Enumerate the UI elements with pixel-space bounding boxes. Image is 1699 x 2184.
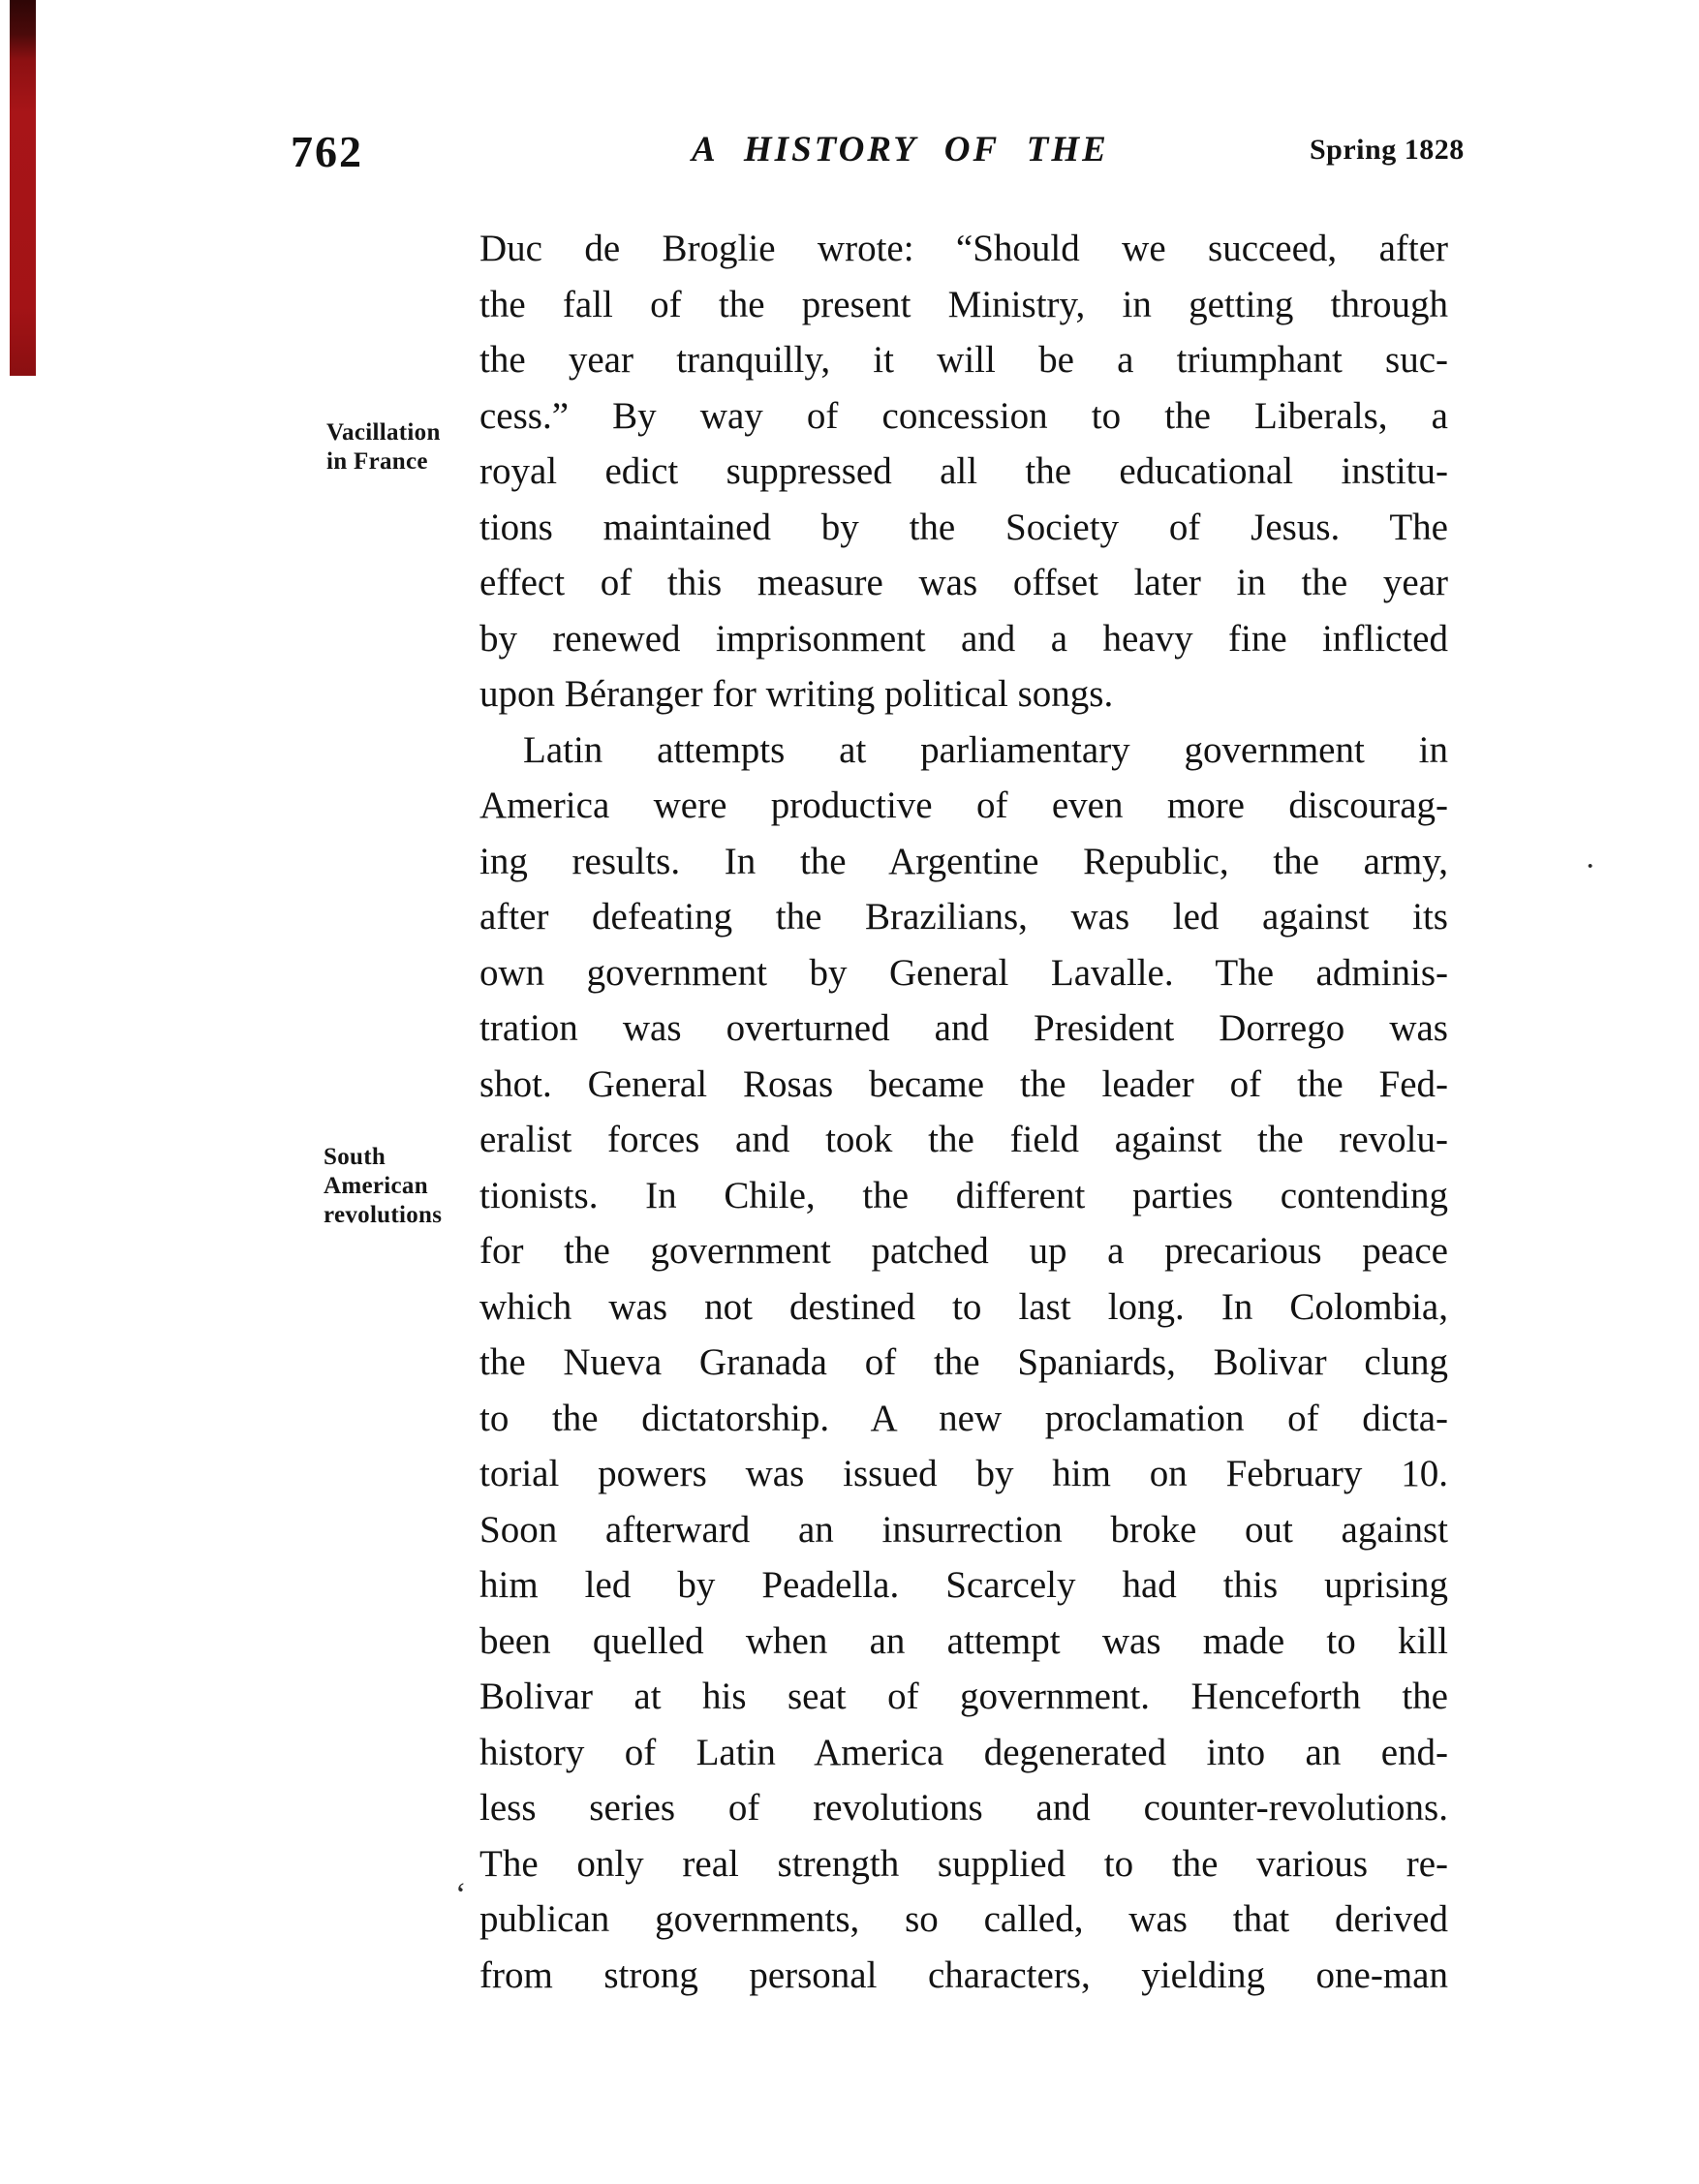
margin-note-line: revolutions <box>324 1202 443 1228</box>
body-line: after defeating the Brazilians, was led against its <box>479 896 1448 938</box>
body-line: been quelled when an attempt was made to kill <box>479 1619 1448 1662</box>
body-line: history of Latin America degenerated into an end- <box>479 1731 1448 1773</box>
body-line: to the dictatorship. A new proclamation of dicta- <box>479 1397 1448 1439</box>
body-line: Soon afterward an insurrection broke out against <box>479 1508 1448 1551</box>
body-line: for the government patched up a precarious peace <box>479 1230 1448 1272</box>
margin-note-line: Vacillation <box>326 419 441 446</box>
body-line: effect of this measure was offset later in the year <box>479 562 1448 603</box>
scan-speck: ʻ <box>455 1877 467 1913</box>
margin-note-line: in France <box>326 448 428 475</box>
page-number: 762 <box>291 127 363 176</box>
header-date: Spring 1828 <box>1310 134 1465 166</box>
body-line: torial powers was issued by him on February 10. <box>479 1453 1448 1494</box>
margin-note-line: American <box>324 1173 428 1199</box>
running-title: A HISTORY OF THE <box>692 130 1109 169</box>
body-line: tions maintained by the Society of Jesus. The <box>479 506 1448 548</box>
scan-edge-artifact-bar <box>10 0 36 376</box>
body-line: royal edict suppressed all the educational institu- <box>479 450 1448 492</box>
body-line: eralist forces and took the field against the revolu- <box>479 1119 1448 1160</box>
body-line: America were productive of even more discourag- <box>479 784 1448 826</box>
body-line: by renewed imprisonment and a heavy fine inflicted <box>479 617 1448 660</box>
body-line: tionists. In Chile, the different parties contending <box>479 1174 1448 1216</box>
body-line: ing results. In the Argentine Republic, the army, <box>479 840 1448 882</box>
body-line: the year tranquilly, it will be a triumphant suc- <box>479 339 1448 381</box>
body-line: the fall of the present Ministry, in getting through <box>479 283 1448 325</box>
body-line: which was not destined to last long. In Colombia, <box>479 1285 1448 1328</box>
margin-note-line: South <box>324 1144 386 1170</box>
body-line: Duc de Broglie wrote: “Should we succeed, after <box>479 228 1448 269</box>
body-line: The only real strength supplied to the various re- <box>479 1842 1448 1885</box>
body-line: publican governments, so called, was that derived <box>479 1898 1448 1940</box>
body-line: own government by General Lavalle. The adminis- <box>479 951 1448 994</box>
body-line: Bolivar at his seat of government. Henceforth the <box>479 1676 1448 1717</box>
body-line: the Nueva Granada of the Spaniards, Bolivar clung <box>479 1341 1448 1383</box>
body-line: shot. General Rosas became the leader of the Fed- <box>479 1062 1448 1105</box>
body-line: cess.” By way of concession to the Liberals, a <box>479 394 1448 437</box>
margin-note-vacillation-in-france <box>326 418 441 477</box>
body-line: less series of revolutions and counter-revolutions. <box>479 1787 1448 1829</box>
body-line: tration was overturned and President Dorrego was <box>479 1007 1448 1049</box>
scan-speck: · <box>1585 848 1596 884</box>
margin-note-south-american-revolutions <box>324 1143 442 1230</box>
body-line: Latin attempts at parliamentary government in <box>523 728 1448 771</box>
body-line: upon Béranger for writing political songs. <box>479 673 1114 715</box>
body-text <box>479 221 1448 2003</box>
body-line: him led by Peadella. Scarcely had this uprising <box>479 1564 1448 1606</box>
body-line: from strong personal characters, yielding one-man <box>479 1953 1448 1996</box>
